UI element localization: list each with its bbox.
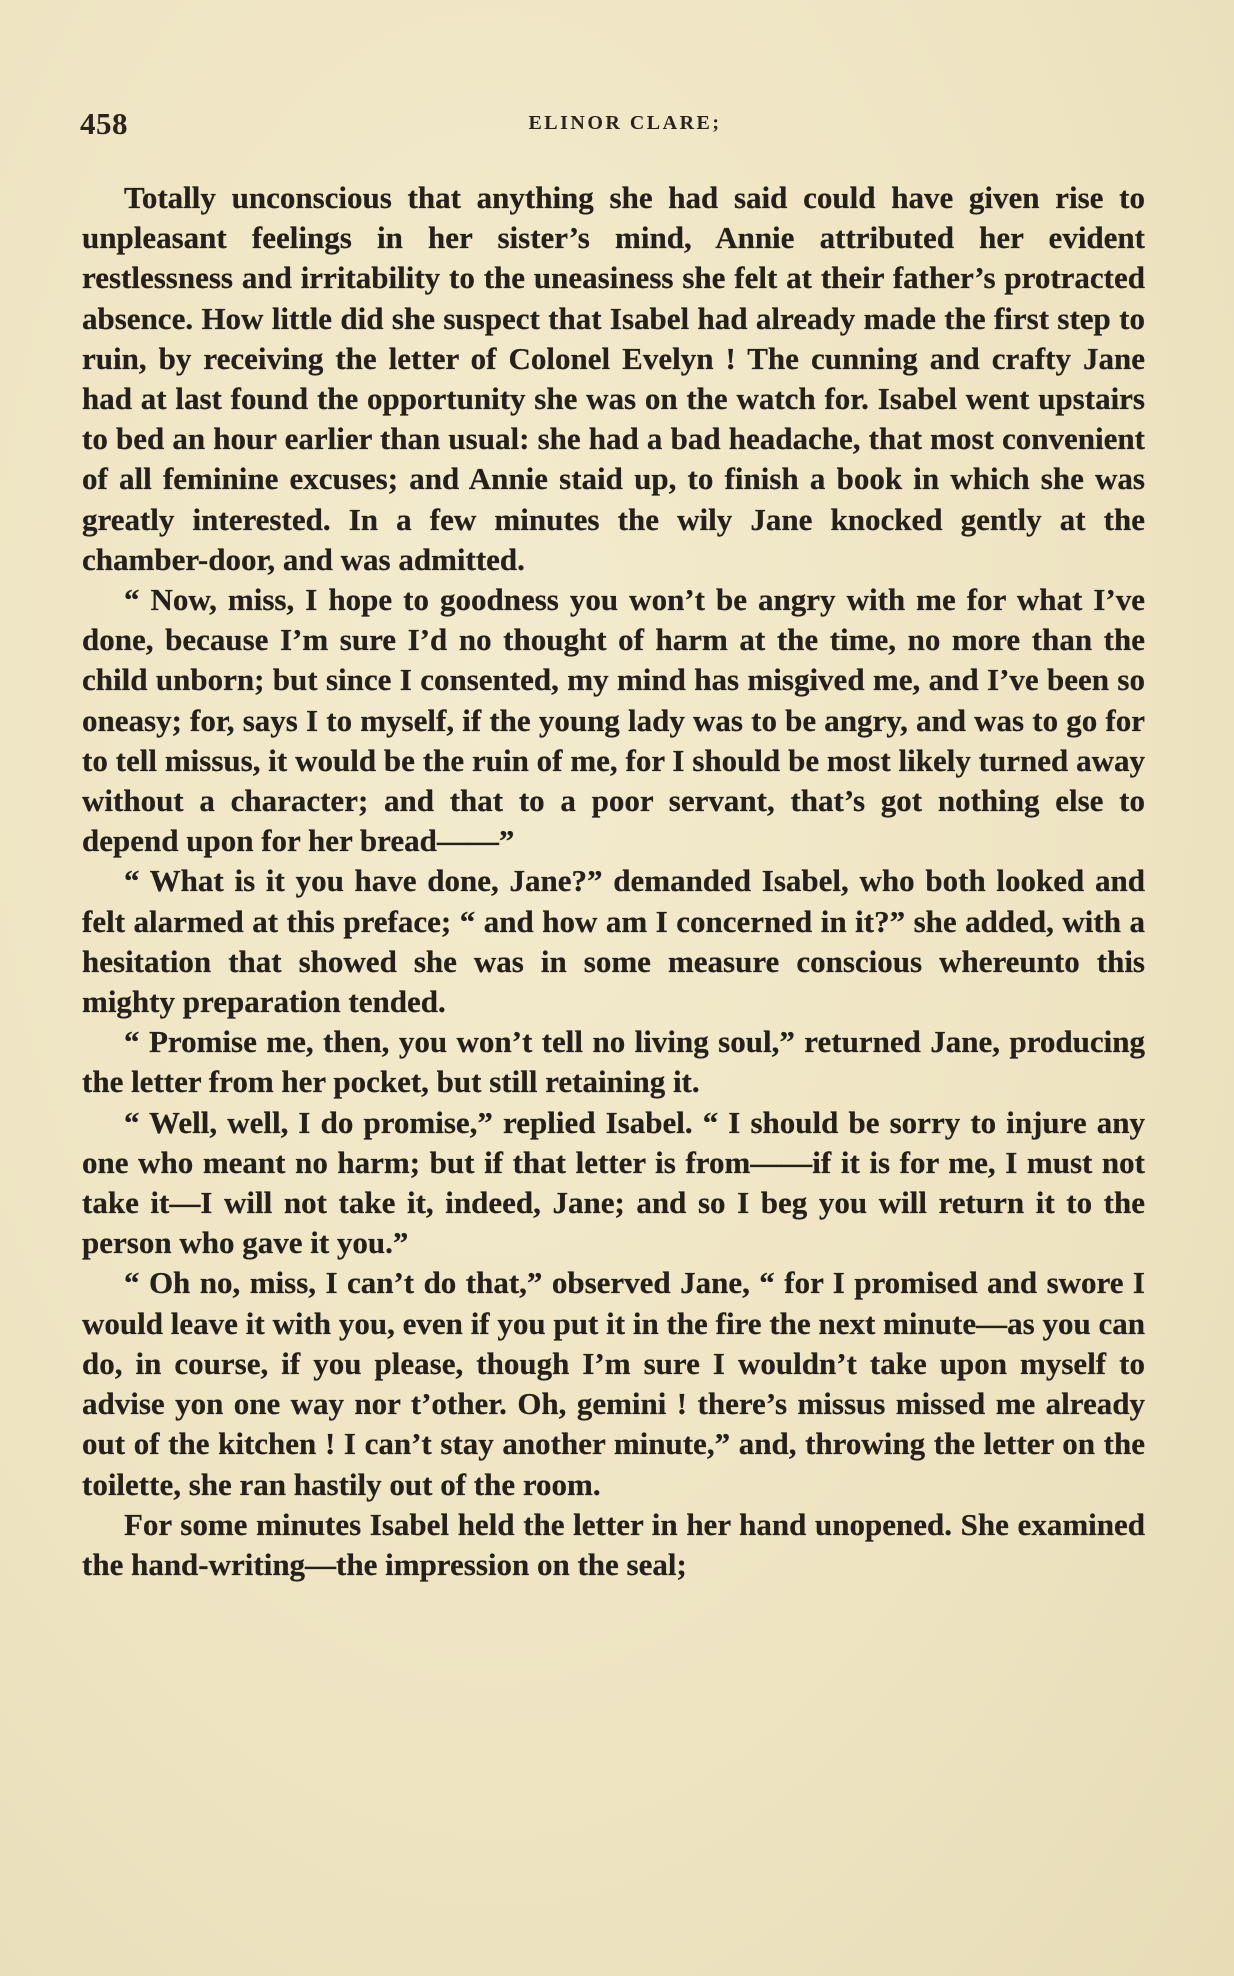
paragraph: “ Oh no, miss, I can’t do that,” observed Jane, “ for I promised and swore I would leave it with you, even if you put it in the fire the next minute—as you can do, in course, if you please, though I’m sure I wouldn’t take upon myself to advise yon one way nor t’other. Oh, gemini ! there’s missus missed me already out of the kitchen ! I can’t stay another minute,” and, throwing the letter on the toilette, she ran hastily out of the room. [82,1265,1145,1502]
running-title: ELINOR CLARE; [528,112,722,134]
body-text [82,178,1145,1585]
page-header [80,106,1150,146]
page-number: 458 [80,106,128,141]
paragraph: “ Now, miss, I hope to goodness you won’t be angry with me for what I’ve done, because I’m sure I’d no thought of harm at the time, no more than the child unborn; but since I consented, my mind has misgived me, and I’ve been so oneasy; for, says I to myself, if the young lady was to be angry, and was to go for to tell missus, it would be the ruin of me, for I should be most likely turned away without a character; and that to a poor servant, that’s got nothing else to depend upon for her bread——” [82,582,1145,859]
paragraph: “ What is it you have done, Jane?” demanded Isabel, who both looked and felt alarmed at this preface; “ and how am I concerned in it?” she added, with a hesitation that showed she was in some measure conscious whereunto this mighty preparation tended. [82,863,1145,1020]
paragraph: “ Promise me, then, you won’t tell no living soul,” returned Jane, producing the letter from her pocket, but still retaining it. [82,1024,1145,1100]
paragraph: “ Well, well, I do promise,” replied Isabel. “ I should be sorry to injure any one who meant no harm; but if that letter is from——if it is for me, I must not take it—I will not take it, indeed, Jane; and so I beg you will return it to the person who gave it you.” [82,1104,1145,1261]
paragraph: Totally unconscious that anything she had said could have given rise to unpleasant feelings in her sister’s mind, Annie attributed her evident restlessness and irritability to the uneasiness she felt at their father’s protracted absence. How little did she suspect that Isabel had already made the first step to ruin, by receiving the letter of Colonel Evelyn ! The cunning and crafty Jane had at last found the opportunity she was on the watch for. Isabel went upstairs to bed an hour earlier than usual: she had a bad headache, that most convenient of all feminine excuses; and Annie staid up, to finish a book in which she was greatly interested. In a few minutes the wily Jane knocked gently at the chamber-door, and was admitted. [82,180,1145,577]
paragraph: For some minutes Isabel held the letter in her hand unopened. She examined the hand-writing—the impression on the seal; [82,1506,1145,1582]
